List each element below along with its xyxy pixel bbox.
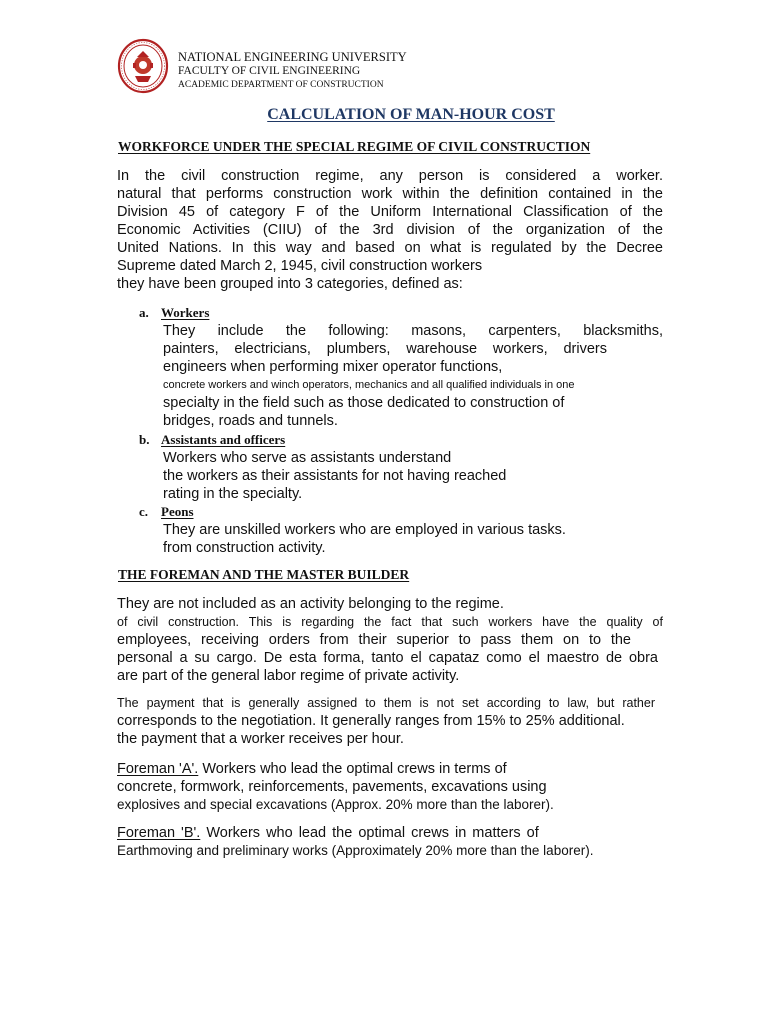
workforce-intro-paragraph: [117, 167, 663, 293]
paragraph-line: They include the following: masons, carpenters, blacksmiths,: [163, 323, 663, 339]
paragraph-line: rating in the specialty.: [163, 486, 303, 502]
list-marker: b.: [139, 432, 150, 447]
list-item-assistants: [139, 432, 285, 448]
institution-header: [178, 50, 407, 92]
foreman-a-text: Workers who lead the optimal crews in terms of: [198, 761, 507, 777]
paragraph-line: In the civil construction regime, any person is considered a worker.: [117, 168, 663, 184]
list-item-peons: [139, 504, 194, 520]
paragraph-line: they have been grouped into 3 categories, defined as:: [117, 276, 463, 292]
paragraph-line: the payment that a worker receives per hour.: [117, 731, 404, 747]
paragraph-line: the workers as their assistants for not having reached: [163, 468, 507, 484]
paragraph-line: from construction activity.: [163, 540, 326, 556]
list-item-title: Workers: [161, 305, 210, 320]
foreman-intro-paragraph: [117, 595, 663, 685]
paragraph-line: They are unskilled workers who are employed in various tasks.: [163, 522, 566, 538]
foreman-a-paragraph: [117, 760, 663, 814]
paragraph-line: United Nations. In this way and based on what is regulated by the Decree: [117, 240, 663, 256]
assistants-description: [163, 449, 663, 503]
list-item-workers: [139, 305, 209, 321]
paragraph-line: Economic Activities (CIIU) of the 3rd division of the organization of the: [117, 222, 663, 238]
paragraph-line: concrete, formwork, reinforcements, pavements, excavations using: [117, 779, 547, 795]
foreman-a-label: Foreman 'A'.: [117, 761, 199, 777]
paragraph-line: engineers when performing mixer operator functions,: [163, 359, 503, 375]
section-heading-workforce: WORKFORCE UNDER THE SPECIAL REGIME OF CIVIL CONSTRUCTION: [118, 139, 591, 154]
paragraph-line: explosives and special excavations (Approx. 20% more than the laborer).: [117, 797, 554, 812]
foreman-b-text: Workers who lead the optimal crews in matters of: [200, 825, 539, 841]
section-heading-foreman: THE FOREMAN AND THE MASTER BUILDER: [118, 567, 410, 582]
faculty-name: FACULTY OF CIVIL ENGINEERING: [178, 65, 361, 77]
paragraph-line: Workers who serve as assistants understand: [163, 450, 452, 466]
paragraph-line: painters, electricians, plumbers, warehouse workers, drivers: [163, 341, 607, 357]
paragraph-line: are part of the general labor regime of private activity.: [117, 668, 460, 684]
paragraph-line: natural that performs construction work within the definition contained in the: [117, 186, 663, 202]
paragraph-line: concrete workers and winch operators, mechanics and all qualified individuals in one: [163, 379, 575, 391]
paragraph-line: [117, 824, 663, 842]
paragraph-line: of civil construction. This is regarding the fact that such workers have the quality of: [117, 615, 663, 629]
document-title: CALCULATION OF MAN-HOUR COST: [267, 106, 555, 123]
paragraph-line: Supreme dated March 2, 1945, civil construction workers: [117, 258, 483, 274]
paragraph-line: employees, receiving orders from their superior to pass them on to the: [117, 632, 631, 648]
paragraph-line: specialty in the field such as those dedicated to construction of: [163, 395, 565, 411]
foreman-b-label: Foreman 'B'.: [117, 825, 201, 841]
paragraph-line: bridges, roads and tunnels.: [163, 413, 338, 429]
paragraph-line: personal a su cargo. De esta forma, tanto el capataz como el maestro de obra: [117, 650, 658, 666]
institution-name: NATIONAL ENGINEERING UNIVERSITY: [178, 50, 407, 64]
foreman-b-paragraph: [117, 824, 663, 860]
paragraph-line: Earthmoving and preliminary works (Approximately 20% more than the laborer).: [117, 843, 594, 858]
list-item-title: Assistants and officers: [161, 432, 286, 447]
peons-description: [163, 521, 663, 557]
paragraph-line: They are not included as an activity belonging to the regime.: [117, 596, 504, 612]
list-item-title: Peons: [161, 504, 194, 519]
paragraph-line: Division 45 of category F of the Uniform International Classification of the: [117, 204, 663, 220]
university-seal-icon: [117, 38, 169, 94]
paragraph-line: corresponds to the negotiation. It generally ranges from 15% to 25% additional.: [117, 713, 625, 729]
list-marker: c.: [139, 504, 149, 519]
department-name: ACADEMIC DEPARTMENT OF CONSTRUCTION: [178, 80, 384, 90]
list-marker: a.: [139, 305, 149, 320]
payment-paragraph: [117, 694, 663, 748]
paragraph-line: [117, 760, 663, 778]
workers-description: [163, 322, 663, 430]
paragraph-line: The payment that is generally assigned to them is not set according to law, but rather: [117, 696, 655, 710]
